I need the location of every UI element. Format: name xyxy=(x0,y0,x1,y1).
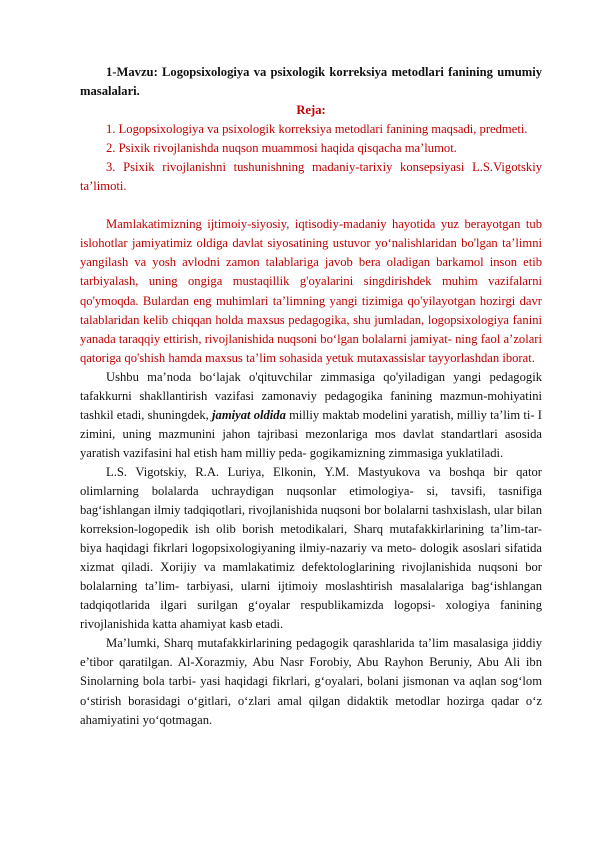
emphasis-text: jamiyat oldida xyxy=(212,407,286,422)
paragraph-pedagogy-end: milliy maktab modelini yaratish, milliy ta’lim ti- I zimini, uning mazmunini jahon tajribasi mezonlariga mos davlat standartlari asosida yaratish vazifasini hal etish ham milliy peda- gogikamizning zimmasiga yuklatiladi. xyxy=(80,407,543,460)
paragraph-pedagogy xyxy=(80,368,542,463)
paragraph-intro: Mamlakatimizning ijtimoiy-siyosiy, iqtisodiy-madaniy hayotida yuz berayotgan tub islohotlar jamiyatimiz oldiga davlat siyosatining ustuvor yo‘nalishlaridan bo'lgan ta’limni yangilash va yosh avlodni zamon talablariga javob bera oladigan barkamol inson etib tarbiyalash, uning ongiga mustaqillik g'oyalarini singdirishdek muhim vazifalarni qo'ymoqda. Bulardan eng muhimlari ta’limning yangi tizimiga qo'yilayotgan hozirgi davr talablaridan kelib chiqqan holda maxsus pedagogika, shu jumladan, logopsixologiya fanini yanada taraqqiy ettirish, rivojlanishida nuqsoni bo‘lgan bolalarni jamiyat- ning faol a’zolari qatoriga qo'shish hamda maxsus ta’lim sohasida yetuk mutaxassislar tayyorlashdan iborat. xyxy=(80,217,542,365)
plan-item-2: 2. Psixik rivojlanishda nuqson muammosi haqida qisqacha ma’lumot. xyxy=(106,141,457,156)
plan-item-1: 1. Logopsixologiya va psixologik korreksiya metodlari fanining maqsadi, predmeti. xyxy=(106,122,528,137)
document-page xyxy=(80,63,542,730)
plan-item-3: 3. Psixik rivojlanishni tushunishning madaniy-tarixiy konsepsiyasi L.S.Vigotskiy ta’limoti. xyxy=(80,160,542,194)
paragraph-scholars: L.S. Vigotskiy, R.A. Luriya, Elkonin, Y.M. Mastyukova va boshqa bir qator olimlarning bolalarda uchraydigan nuqsonlar etimologiya- si, tavsifi, tasnifiga bag‘ishlangan ilmiy tadqiqotlari, rivojlanishida nuqsoni bor bolalarni tashxislash, ular bilan korreksion-logopedik ish olib borish metodikalari, Sharq mutafakkirlarining ta’lim-tar- biya haqidagi fikrlari logopsixologiyaning ilmiy-nazariy va meto- dologik asoslari sifatida xizmat qiladi. Xorijiy va mamlakatimiz defektologlarining rivojlanishida nuqsoni bor bolalarning ta’lim- tarbiyasi, ularni ijtimoiy moslashtirish masalalariga bag‘ishlangan tadqiqotlarida ilgari surilgan g‘oyalar respublikamizda logopsi- xologiya fanining rivojlanishida katta ahamiyat kasb etadi. xyxy=(80,464,542,632)
paragraph-eastern-thinkers: Ma’lumki, Sharq mutafakkirlarining pedagogik qarashlarida ta’lim masalasiga jiddiy e’tibor qaratilgan. Al-Xorazmiy, Abu Nasr Forobiy, Abu Rayhon Beruniy, Abu Ali ibn Sinolarning bola tarbi- yasi haqidagi fikrlari, g‘oyalari, bolani jismonan va aqlan sog‘lom o‘stirish borasidagi o‘gitlari, o‘zlari amal qilgan didaktik metodlar hozirga qadar o‘z ahamiyatini yo‘qotmagan. xyxy=(80,636,542,727)
plan-heading: Reja: xyxy=(296,103,326,118)
paragraph-pedagogy-start: Ushbu ma’noda bo‘lajak o'qituvchilar zimmasiga qo'yiladigan yangi pedagogik tafakkurni shakllantirish vazifasi zamonaviy pedagogika fanining mazmun-mohiyatini tashkil etadi, shuningdek, xyxy=(80,369,542,422)
document-title: 1-Mavzu: Logopsixologiya va psixologik korreksiya metodlari fanining umumiy masalalari. xyxy=(80,65,542,99)
spacer xyxy=(80,196,542,215)
